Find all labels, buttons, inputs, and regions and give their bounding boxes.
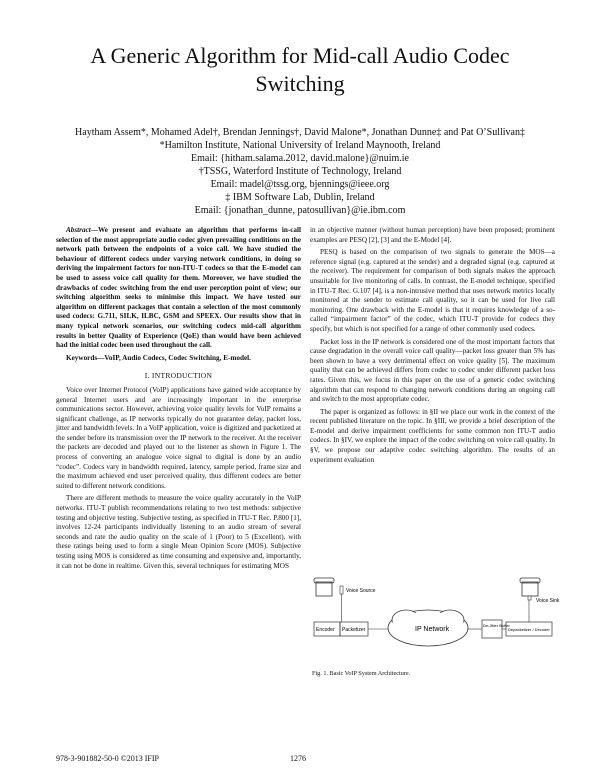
voip-architecture-figure — [310, 560, 560, 670]
voice-sink-label: Voice Sink — [536, 598, 560, 604]
email-3: Email: {jonathan_dunne, patosullivan}@ie.ibm.com — [194, 205, 406, 216]
left-column — [56, 226, 301, 574]
packetizer-label: Packetizer — [342, 627, 366, 633]
affiliation-2: †TSSG, Waterford Institute of Technology, Ireland — [198, 166, 402, 177]
abstract-body: —We present and evaluate an algorithm that performs in-call selection of the most appropriate audio codec given prevailing conditions on the network path between the endpoints of a voice call. We have studied the behaviour of different codecs under varying network conditions, in doing so deriving the impairment factors for non-ITU-T codecs so that the E-model can be used to assess voice call quality for them. Moreover, we have studied the drawbacks of codec switching from the end user perception point of view; our switching algorithm seeks to minimise this impact. We have tested our algorithm on different packages that contain a selection of the most commonly used codecs: G.711, SILK, ILBC, GSM and SPEEX. Our results show that in many typical network scenarios, our switching codecs mid-call algorithm results in better Quality of Experience (QoE) than would have been achieved had the initial codec been used throughout the call. — [56, 226, 301, 350]
author-block — [40, 126, 560, 217]
microphone-icon — [340, 586, 343, 600]
keywords: Keywords—VoIP, Audio Codecs, Codec Switching, E-model. — [66, 353, 251, 362]
section-heading-introduction: I. INTRODUCTION — [144, 371, 213, 381]
paragraph: There are different methods to measure the voice quality accurately in the VoIP networks. ITU-T publish recommendations relating to two test methods: subjective testing and objective testing. Subjective testing, as specified in ITU-T Rec. P.800 [1], involves 12-24 participants individually listening to an audio stream of several seconds and rate the audio quality on the scale of 1 (Poor) to 5 (Excellent), with these ratings being used to form a single Mean Opinion Score (MOS). Subjective testing using MOS is considered as time consuming and expensive and, importantly, it can not be done in realtime. Given this, several techniques for estimating MOS — [56, 494, 301, 570]
paragraph: The paper is organized as follows: in §II we place our work in the context of the recent published literature on the topic. In §III, we provide a brief description of the E-model and derive impairment coefficients for some common non ITU-T audio codecs. In §IV, we explore the impact of the codec switching on voice call quality. In §V, we propose our adaptive codec switching algorithm. The results of an experiment evaluation — [310, 407, 555, 464]
paragraph: in an objective manner (without human perception) have been proposed; prominent examples are PESQ [2], [3] and the E-Model [4]. — [310, 226, 555, 244]
title-line-2: Switching — [255, 71, 345, 96]
phone-icon — [314, 578, 334, 596]
email-2: Email: madel@tssg.org, bjennings@ieee.org — [210, 179, 390, 190]
speaker-icon — [528, 596, 531, 600]
paragraph: Packet loss in the IP network is considered one of the most important factors that cause degradation in the overall voice call quality—packet loss greater than 5% has been shown to have a very detrimental effect on voice quality [5]. The maximum quality that can be achieved differs from codec to codec under different packet loss rates. Given this, we focus in this paper on the use of a generic codec switching algorithm that can respond to changing network conditions during an ongoing call and switch to the most appropriate codec. — [310, 337, 555, 404]
abstract-lead: Abstract — [66, 226, 91, 234]
abstract — [56, 226, 301, 351]
dejitter-label: De-Jitter Buffer — [483, 623, 510, 628]
voice-source-label: Voice Source — [346, 588, 376, 594]
encoder-label: Encoder — [316, 627, 335, 633]
affiliation-3: ‡ IBM Software Lab, Dublin, Ireland — [225, 192, 375, 203]
figure-caption: Fig. 1. Basic VoIP System Architecture. — [312, 670, 411, 677]
footer-isbn: 978-3-901882-50-0 ©2013 IFIP — [56, 754, 159, 763]
ip-network-label: IP Network — [415, 626, 450, 633]
page-number: 1276 — [290, 754, 306, 763]
paragraph: Voice over Internet Protocol (VoIP) applications have gained wide acceptance by general Internet users and are increasingly important in the enterprise communications sector. However, achieving voice quality levels for VoIP remains a significant challenge, as IP networks typically do not guarantee delay, packet loss, jitter and bandwidth levels. In a VoIP application, voice is digitized and packetized at the sender before its transmission over the IP network to the receiver. At the receiver the packets are decoded and played out to the listener as shown in Figure 1. The process of converting an analogue voice signal to digital is done by an audio “codec”. Codecs vary in bandwidth required, latency, sample period, frame size and the maximum achieved end user perceived quality, thus different codecs are better suited to different network conditions. — [56, 385, 301, 490]
email-1: Email: {hitham.salama.2012, david.malone}@nuim.ie — [191, 153, 409, 164]
affiliation-1: *Hamilton Institute, National University of Ireland Maynooth, Ireland — [159, 140, 441, 151]
title-line-1: A Generic Algorithm for Mid-call Audio Codec — [90, 43, 510, 68]
phone-icon — [520, 578, 540, 596]
depacketizer-decoder-label: Depacketizer / Decoder — [508, 627, 550, 632]
author-list: Haytham Assem*, Mohamed Adel†, Brendan Jennings†, David Malone*, Jonathan Dunne‡ and Pat O’Sullivan‡ — [75, 127, 525, 138]
paper-title — [60, 42, 540, 98]
right-column — [310, 226, 555, 468]
paragraph: PESQ is based on the comparison of two signals to generate the MOS—a reference signal (e.g. captured at the sender) and a degraded signal (e.g. captured at the receiver). The requirement for comparison of both signals makes the approach unsuitable for live monitoring of calls. In contrast, the E-model technique, specified in ITU-T Rec. G.107 [4], is a non-intrusive method that uses network metrics locally monitored at the sender to estimate call quality, so it can be used for live call monitoring. One drawback with the E-model is that it requires knowledge of a so-called “impairment factor” of the codec, which ITU-T provide for codecs they specify, but which is not specified for a range of other commonly used codecs. — [310, 248, 555, 333]
